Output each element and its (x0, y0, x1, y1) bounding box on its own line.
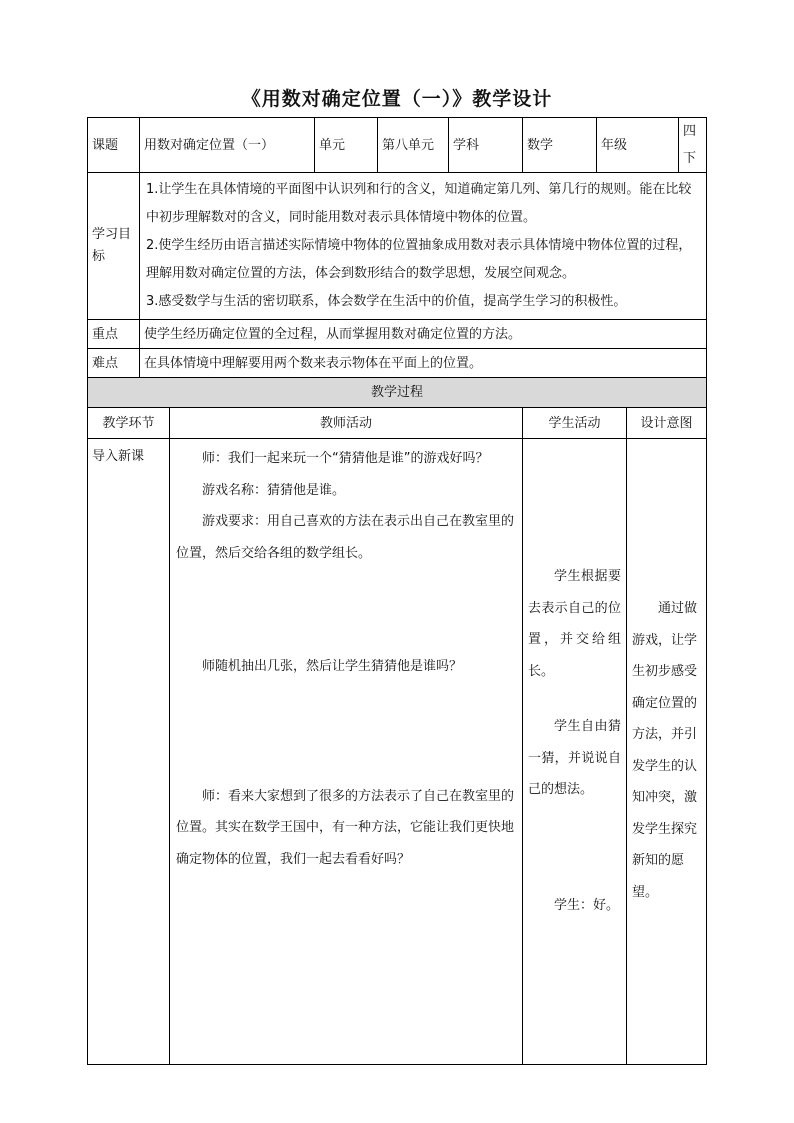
unit-label: 单元 (315, 118, 378, 173)
student-activity (523, 439, 627, 1065)
design-intent (627, 439, 707, 1065)
teacher-header: 教师活动 (170, 408, 523, 439)
teacher-paragraph: 师：看来大家想到了很多的方法表示了自己在教室里的位置。其实在数学王国中，有一种方法，它能让我们更快地确定物体的位置，我们一起去看看好吗？ (176, 788, 515, 867)
goals-row (88, 173, 707, 320)
teacher-paragraph: 师随机抽出几张，然后让学生猜猜他是谁吗？ (202, 659, 463, 674)
difficulty-row (88, 349, 707, 378)
difficulty-label: 难点 (88, 349, 140, 378)
stage-header: 教学环节 (88, 408, 170, 439)
process-title: 教学过程 (88, 378, 707, 408)
key-point-label: 重点 (88, 320, 140, 349)
key-point-text: 使学生经历确定位置的全过程，从而掌握用数对确定位置的方法。 (140, 320, 707, 349)
stage-name: 导入新课 (88, 439, 170, 1065)
goal-item: 2.使学生经历由语言描述实际情境中物体的位置抽象成用数对表示具体情境中物体位置的过程，理解用数对确定位置的方法，体会到数形结合的数学思想，发展空间观念。 (146, 238, 692, 281)
teacher-activity (170, 439, 523, 1065)
key-point-row (88, 320, 707, 349)
student-paragraph: 学生：好。 (554, 897, 620, 913)
difficulty-text: 在具体情境中理解要用两个数来表示物体在平面上的位置。 (140, 349, 707, 378)
unit-value: 第八单元 (378, 118, 449, 173)
topic-value: 用数对确定位置（一） (140, 118, 315, 173)
goal-item: 3.感受数学与生活的密切联系，体会数学在生活中的价值，提高学生学习的积极性。 (146, 294, 627, 309)
student-paragraph: 学生自由猜一猜，并说说自己的想法。 (528, 719, 621, 797)
topic-label: 课题 (88, 118, 140, 173)
document-title: 《用数对确定位置（一）》教学设计 (241, 88, 553, 110)
process-band-row (88, 378, 707, 408)
teacher-paragraph: 游戏名称：猜猜他是谁。 (202, 482, 346, 498)
subject-value: 数学 (523, 118, 597, 173)
intent-paragraph: 通过做游戏，让学生初步感受确定位置的方法，并引发学生的认知冲突，激发学生探究新知的愿望。 (632, 601, 698, 900)
grade-value: 四下 (679, 118, 707, 173)
intent-header: 设计意图 (627, 408, 707, 439)
lesson-plan-table (87, 117, 707, 1065)
header-row (88, 118, 707, 173)
student-header: 学生活动 (523, 408, 627, 439)
grade-label: 年级 (597, 118, 679, 173)
goals-content (140, 173, 707, 320)
subject-label: 学科 (449, 118, 523, 173)
teacher-paragraph: 游戏要求：用自己喜欢的方法在表示出自己在教室里的位置，然后交给各组的数学组长。 (176, 514, 515, 561)
goals-label: 学习目标 (88, 173, 140, 320)
teacher-paragraph: 师：我们一起来玩一个“猜猜他是谁”的游戏好吗？ (202, 451, 489, 466)
student-paragraph: 学生根据要去表示自己的位置，并交给组长。 (528, 569, 621, 679)
column-header-row (88, 408, 707, 439)
goal-item: 1.让学生在具体情境的平面图中认识列和行的含义，知道确定第几列、第几行的规则。能在比较中初步理解数对的含义，同时能用数对表示具体情境中物体的位置。 (146, 182, 692, 225)
intro-section-row (88, 439, 707, 1065)
